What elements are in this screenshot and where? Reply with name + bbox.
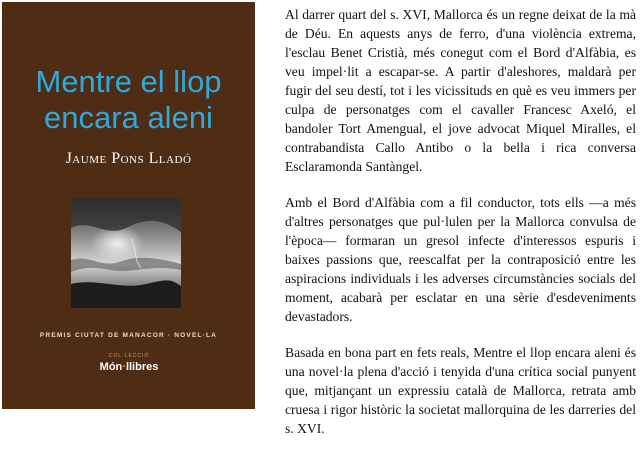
description-paragraph: Al darrer quart del s. XVI, Mallorca és un regne deixat de la mà de Déu. En aquests anys de ferro, d'una violència extrema, l'esclau Benet Cristià, més conegut com el Bord d'Alfàbia, es veu impel·lit a escapar-se. A partir d'aleshores, maldarà per fugir del seu destí, tot i les vicissituds en què es veu immers per culpa de personatges com el cavaller Francesc Axeló, el bandoler Tort Amengual, el jove advocat Miquel Miralles, el contrabandista Callo Antibo o la bella i rica conversa Esclaramonda Santàngel. (285, 7, 636, 174)
description-paragraph: Basada en bona part en fets reals, Mentre el llop encara aleni és una novel·la plena d'acció i tenyida d'una crítica social punyent que, mitjançant un expressiu català de Mallorca, retrata amb cruesa i rigor històric la societat mallorquina de les darreries del s. XVI. (285, 345, 636, 436)
cover-award-line: PREMIS CIUTAT DE MANACOR · NOVEL·LA (39, 332, 218, 339)
publisher-logo (92, 353, 166, 379)
publisher-series: COL·LECCIÓ (108, 353, 150, 359)
stormy-sky-image (71, 198, 181, 308)
book-description (285, 5, 636, 455)
cover-photo (71, 198, 181, 308)
cover-title: Mentre el llop encara aleni (35, 64, 222, 135)
book-cover (2, 2, 255, 409)
cover-author: Jaume Pons Lladó (65, 150, 192, 167)
description-paragraph: Amb el Bord d'Alfàbia com a fil conductor, tots ells —a més d'altres personatges que pul·lulen per la Mallorca convulsa de l'època— formaran un gresol infecte d'interessos espuris i baixes passions que, reescalfat per la contraposició entre les aspiracions individuals i les adverses circumstàncies socials del moment, acabarà per esclatar en una sèrie d'esdeveniments devastadors. (285, 195, 636, 324)
publisher-name-part-a: Món (99, 361, 123, 373)
publisher-name (92, 360, 166, 374)
publisher-name-dot-icon: · (122, 361, 126, 373)
publisher-name-part-b: llibres (125, 361, 159, 373)
